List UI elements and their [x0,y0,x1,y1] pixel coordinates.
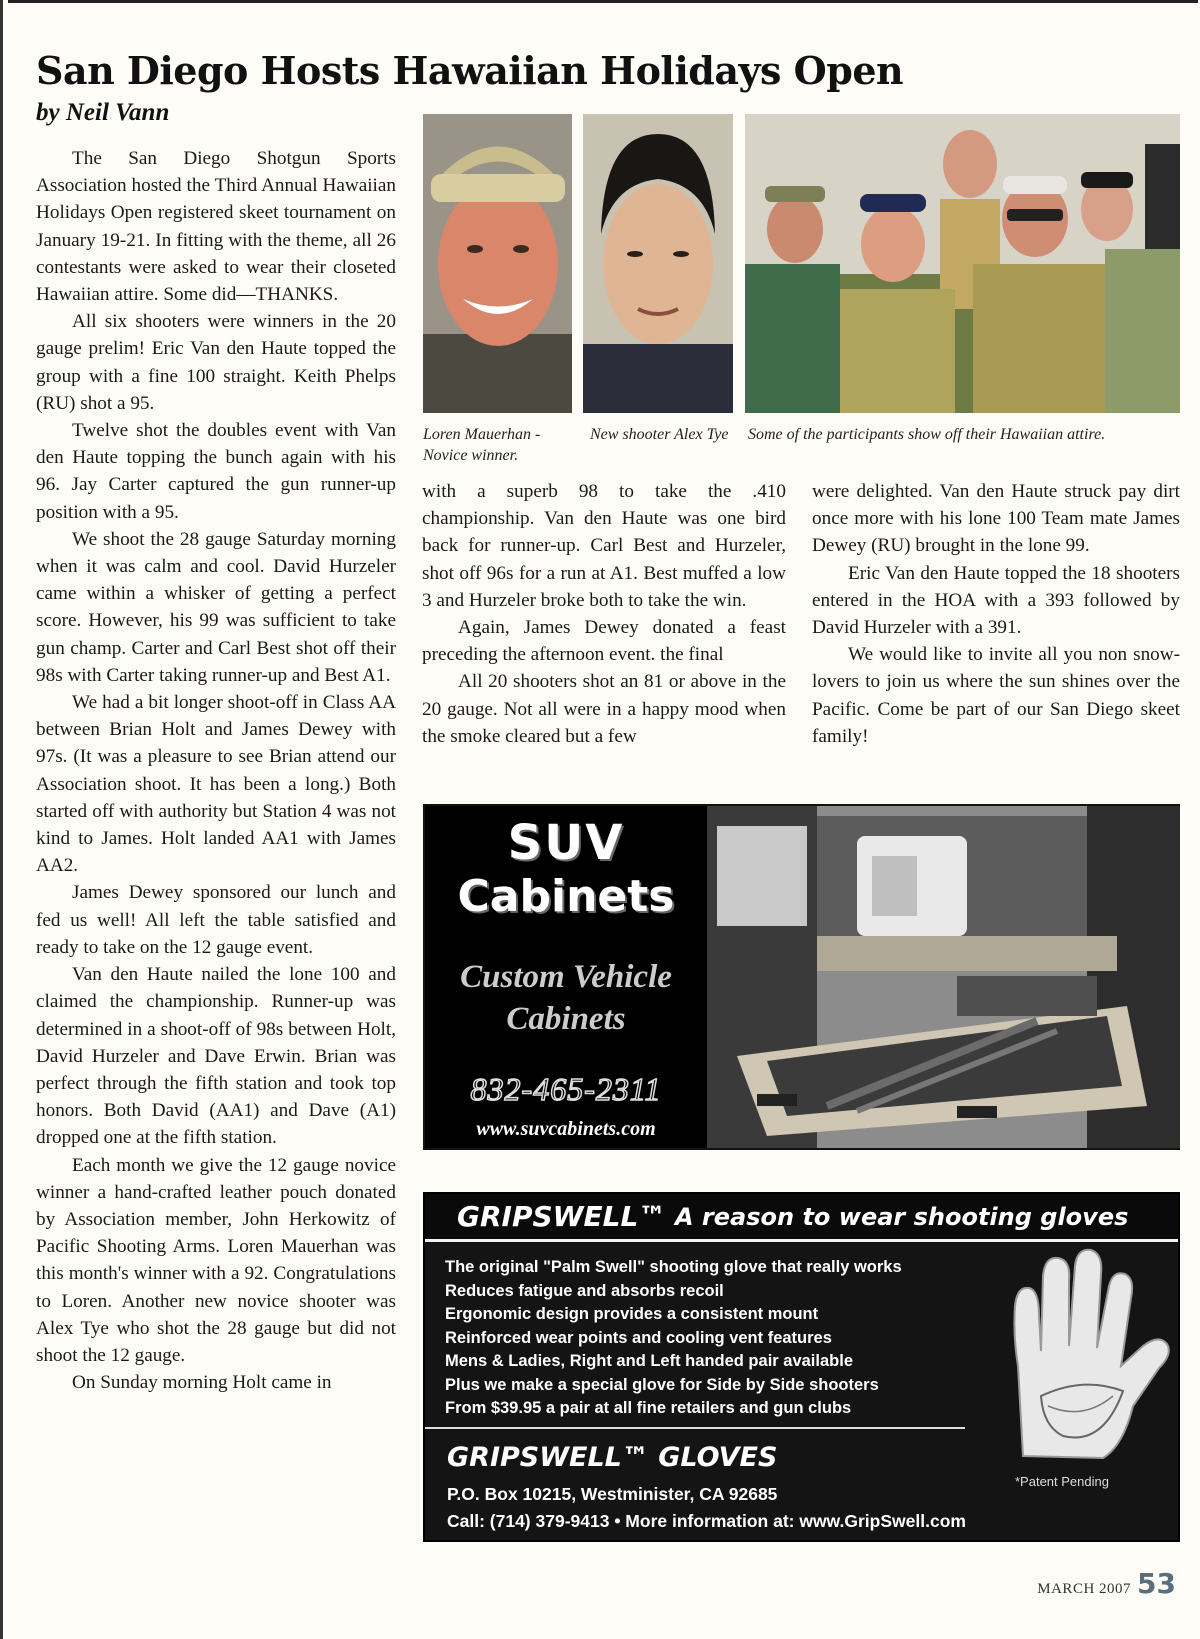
photo-caption: New shooter Alex Tye [590,426,729,443]
article-column-2 [422,478,786,750]
list-item: From $39.95 a pair at all fine retailers and gun clubs [445,1399,852,1417]
gripswell-brand: GRIPSWELL™ [457,1200,667,1233]
photo-caption: Loren Mauerhan - Novice winner. [423,426,541,464]
list-item: Ergonomic design provides a consistent mount [445,1305,819,1323]
gripswell-ad[interactable] [423,1192,1180,1542]
gripswell-feature-list [445,1256,985,1421]
paragraph: All six shooters were winners in the 20 gauge prelim! Eric Van den Haute topped the group with a fine 100 straight. Keith Phelps (RU) shot a 95. [36,311,396,414]
paragraph: James Dewey sponsored our lunch and fed us well! All left the table satisfied and ready to take on the 12 gauge event. [36,882,396,958]
suv-ad-url[interactable]: www.suvcabinets.com [476,1118,656,1140]
suv-cabinet-photo [707,806,1180,1148]
paragraph: The San Diego Shotgun Sports Association hosted the Third Annual Hawaiian Holidays Open registered skeet tournament on January 19-21. In fitting with the theme, all 26 contestants were asked to wear their closeted Hawaiian attire. Some did—THANKS. [36,148,396,306]
suv-ad-text-panel [425,806,707,1148]
paragraph: Again, James Dewey donated a feast preceding the afternoon event. the final [422,617,786,666]
paragraph: All 20 shooters shot an 81 or above in the 20 gauge. Not all were in a happy mood when the smoke cleared but a few [422,671,786,747]
paragraph: We would like to invite all you non snow-lovers to join us where the sun shines over the Pacific. Come be part of our San Diego skeet family! [812,644,1180,747]
gripswell-patent: *Patent Pending [1015,1474,1109,1489]
top-rule [8,0,1198,3]
glove-icon [983,1246,1173,1468]
suv-ad-subtitle-line: Cabinets [506,1001,626,1037]
page-number: 53 [1137,1567,1176,1600]
paragraph: were delighted. Van den Haute struck pay dirt once more with his lone 100 Team mate James Dewey (RU) brought in the lone 99. [812,481,1180,557]
gripswell-tagline: A reason to wear shooting gloves [675,1203,1129,1231]
paragraph: Twelve shot the doubles event with Van den Haute topping the bunch again with his 96. Jay Carter captured the gun runner-up position with a 95. [36,420,396,523]
suv-ad-phone: 832-465-2311 [470,1071,662,1107]
photo-alex-tye [583,114,733,413]
article-column-1 [36,145,396,1396]
divider [425,1427,965,1429]
paragraph: with a superb 98 to take the .410 championship. Van den Haute was one bird back for runner-up. Carl Best and Hurzeler, shot off 96s for a run at A1. Best muffed a low 3 and Hurzeler broke both to take the win. [422,481,786,611]
paragraph: On Sunday morning Holt came in [72,1372,332,1394]
suv-ad-subtitle [425,956,707,1040]
page-folio [1037,1567,1176,1600]
gripswell-contact[interactable]: Call: (714) 379-9413 • More information at: www.GripSwell.com [447,1511,966,1531]
gripswell-header [425,1194,1178,1242]
paragraph: Van den Haute nailed the lone 100 and claimed the championship. Runner-up was determined in a shoot-off of 98s between Holt, David Hurzeler and Dave Erwin. Brian was perfect through the fifth station and took top honors. Both David (AA1) and Dave (A1) dropped one at the fifth station. [36,964,396,1149]
gripswell-address: P.O. Box 10215, Westminister, CA 92685 [447,1484,778,1504]
list-item: Reduces fatigue and absorbs recoil [445,1281,724,1300]
photo-caption: Some of the participants show off their Hawaiian attire. [748,426,1106,443]
folio-month: MARCH 2007 [1037,1581,1132,1597]
list-item: The original "Palm Swell" shooting glove that really works [445,1258,902,1276]
list-item: Mens & Ladies, Right and Left handed pair available [445,1352,853,1370]
suv-ad-title: SUV [507,815,625,871]
article-byline: by Neil Vann [36,99,170,126]
photo-loren-mauerhan [423,114,572,413]
left-rule [0,0,3,1639]
article-headline: San Diego Hosts Hawaiian Holidays Open [36,48,904,93]
suv-cabinets-ad[interactable] [423,804,1180,1150]
suv-ad-subtitle-line: Custom Vehicle [460,959,672,995]
article-column-3 [812,478,1180,750]
list-item: Plus we make a special glove for Side by Side shooters [445,1375,879,1394]
list-item: Reinforced wear points and cooling vent features [445,1328,832,1347]
paragraph: Each month we give the 12 gauge novice winner a hand-crafted leather pouch donated by Association member, John Herkowitz of Pacific Shooting Arms. Loren Mauerhan was this month's winner with a 92. Congratulations to Loren. Another new novice shooter was Alex Tye who shot the 28 gauge but did not shoot the 12 gauge. [36,1154,396,1366]
suv-ad-title: Cabinets [457,871,675,922]
gripswell-footer-brand: GRIPSWELL™ GLOVES [447,1442,778,1473]
paragraph: We had a bit longer shoot-off in Class AA between Brian Holt and James Dewey with 97s. (It was a pleasure to see Brian attend our Association shoot. It has been a long.) Both started off with authority but Station 4 was not kind to James. Holt landed AA1 with James AA2. [36,692,396,877]
paragraph: Eric Van den Haute topped the 18 shooters entered in the HOA with a 393 followed by David Hurzeler with a 391. [812,562,1180,639]
photo-participants-group [745,114,1180,413]
paragraph: We shoot the 28 gauge Saturday morning when it was calm and cool. David Hurzeler came within a whisker of getting a perfect score. However, his 99 was sufficient to take gun champ. Carter and Carl Best shot off their 98s with Carter taking runner-up and Best A1. [36,528,396,686]
